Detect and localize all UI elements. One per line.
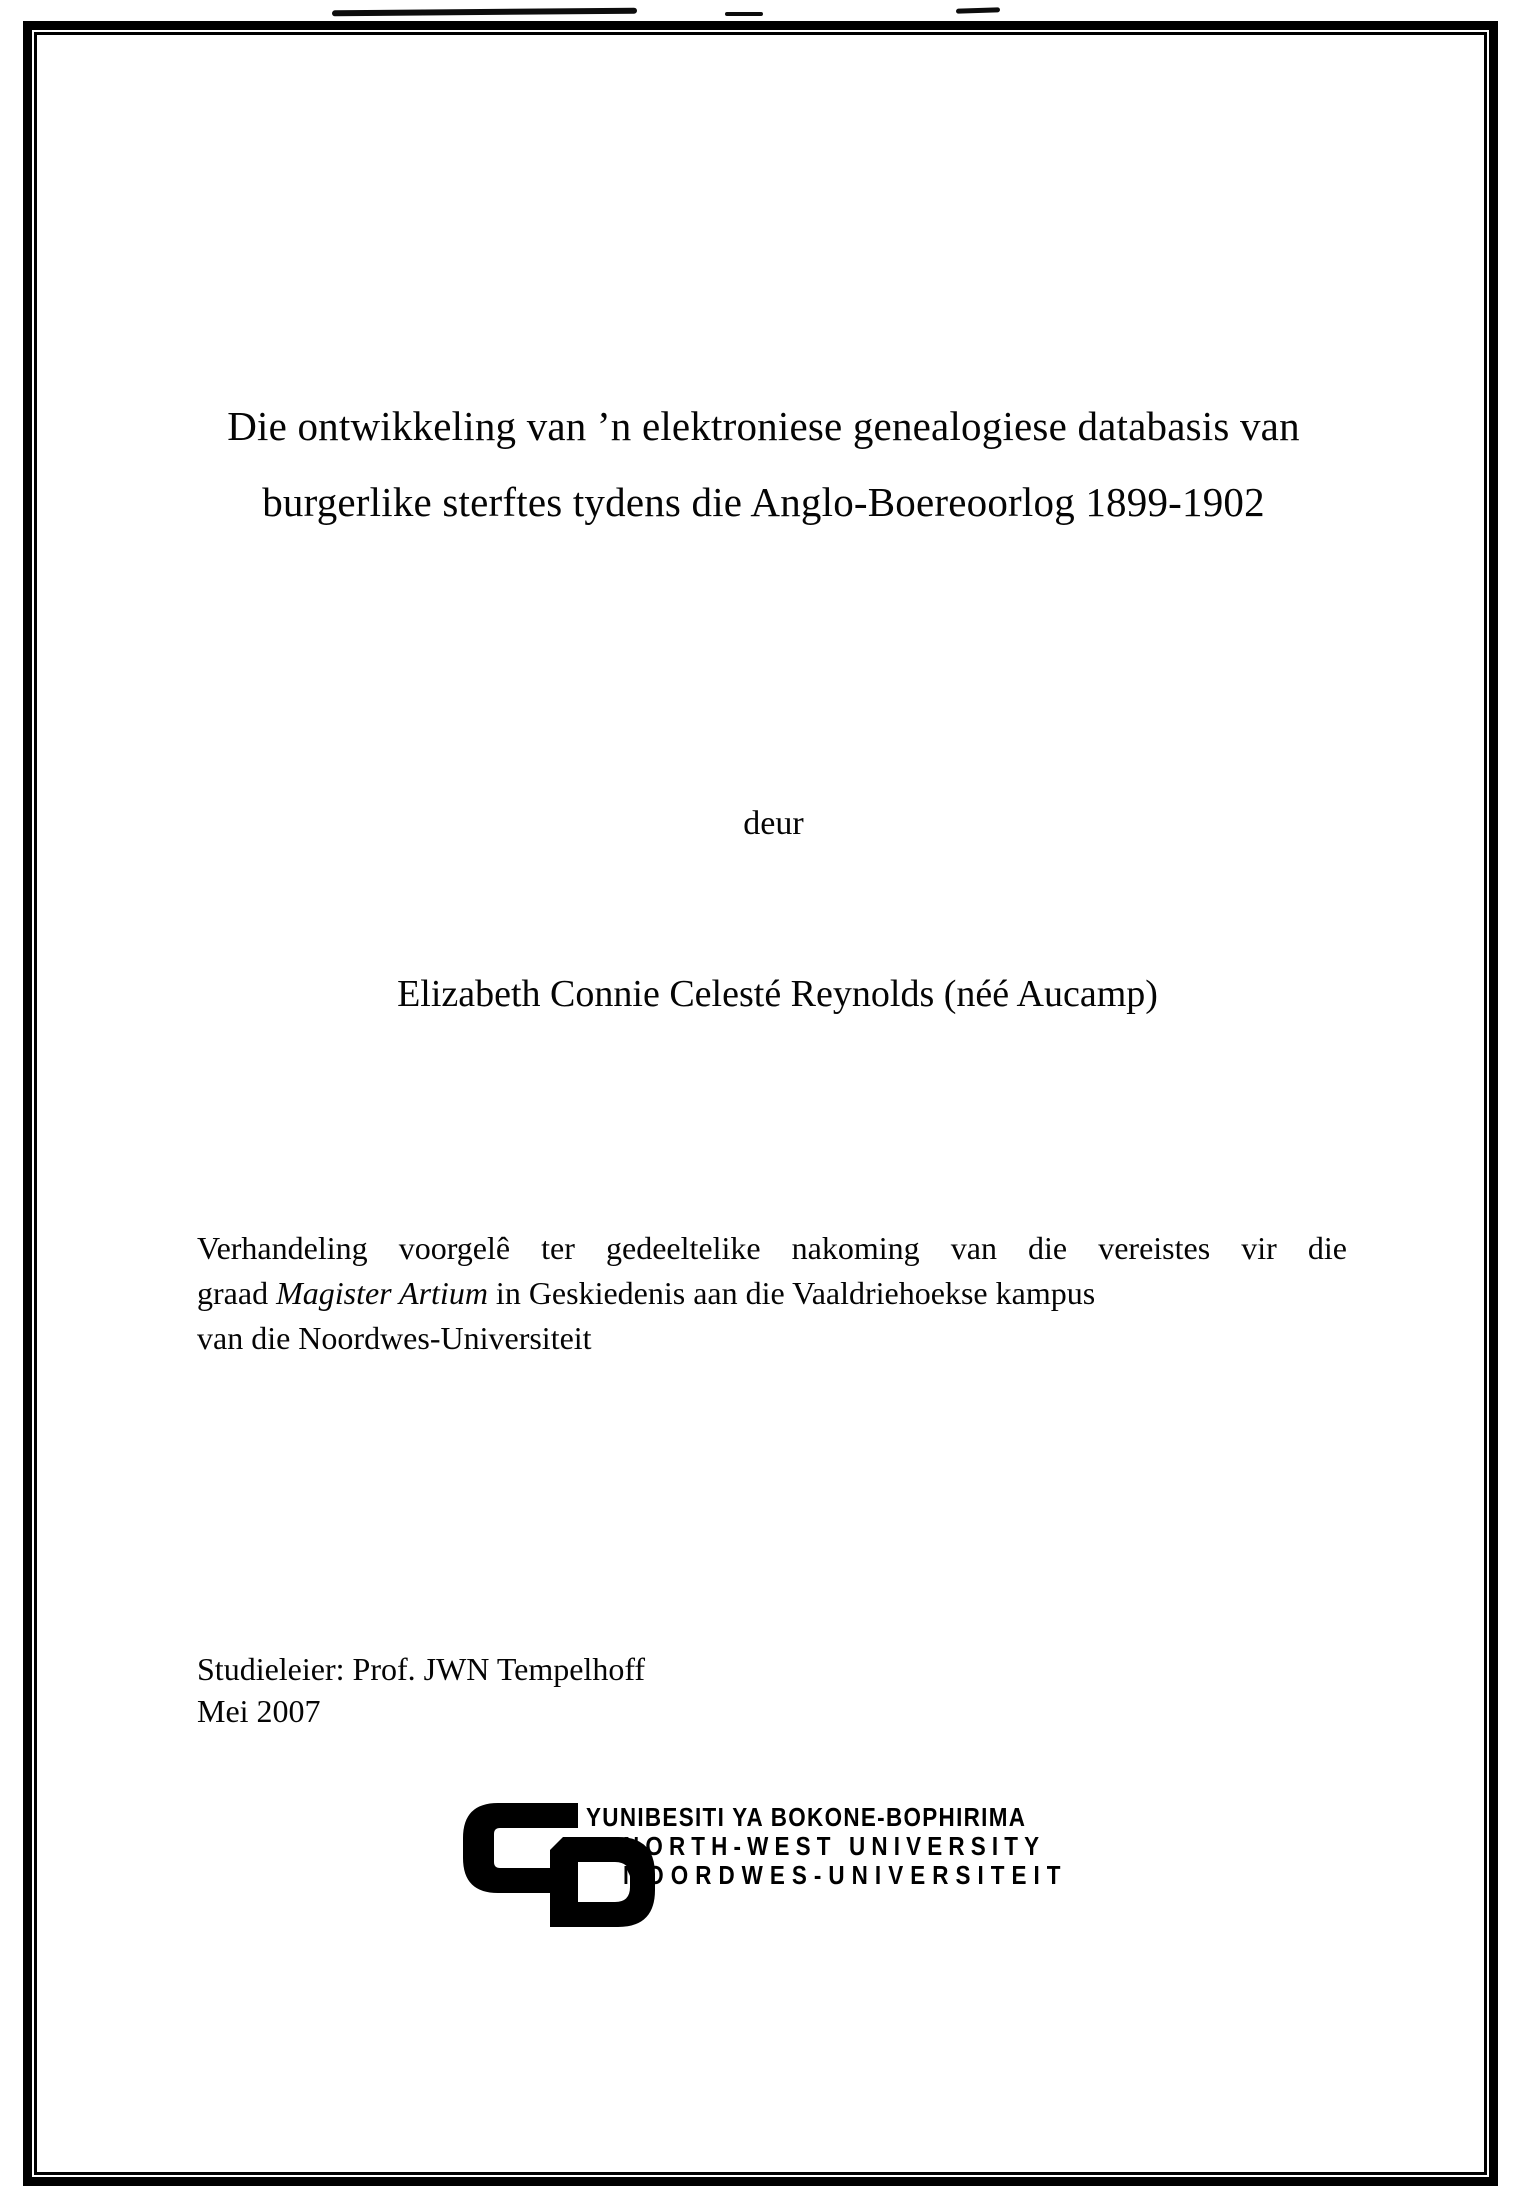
supervisor-line: Studieleier: Prof. JWN Tempelhoff — [197, 1651, 646, 1687]
university-logo — [450, 1790, 1170, 1970]
degree-declaration-line2-pre: graad — [197, 1275, 277, 1311]
thesis-title-line2: burgerlike sterftes tydens die Anglo-Boereoorlog 1899-1902 — [262, 479, 1265, 525]
scan-artifact — [332, 8, 637, 17]
scan-artifact — [956, 7, 1000, 14]
degree-declaration-line2-post: in Geskiedenis aan die Vaaldriehoekse kampus — [487, 1275, 1096, 1311]
degree-declaration-line2 — [197, 1271, 1347, 1316]
supervisor-block — [197, 1648, 645, 1732]
date-line: Mei 2007 — [197, 1693, 321, 1729]
university-name-setswana: YUNIBESITI YA BOKONE-BOPHIRIMA — [586, 1804, 1027, 1832]
thesis-title — [60, 388, 1467, 540]
university-name-afrikaans: NOORDWES-UNIVERSITEIT — [622, 1862, 1068, 1890]
thesis-title-line1: Die ontwikkeling van ’n elektroniese genealogiese databasis van — [227, 403, 1300, 449]
university-logo-text — [586, 1804, 1068, 1891]
author-name: Elizabeth Connie Celesté Reynolds (néé Aucamp) — [397, 973, 1158, 1015]
degree-declaration — [197, 1226, 1347, 1361]
university-name-english: NORTH-WEST UNIVERSITY — [622, 1833, 1046, 1861]
degree-name: Magister Artium — [276, 1275, 488, 1311]
degree-declaration-line3: van die Noordwes-Universiteit — [197, 1320, 592, 1356]
degree-declaration-line1: Verhandeling voorgelê ter gedeeltelike nakoming van die vereistes vir die — [197, 1230, 1347, 1266]
byline-preposition: deur — [743, 805, 804, 842]
scan-artifact — [725, 12, 763, 16]
